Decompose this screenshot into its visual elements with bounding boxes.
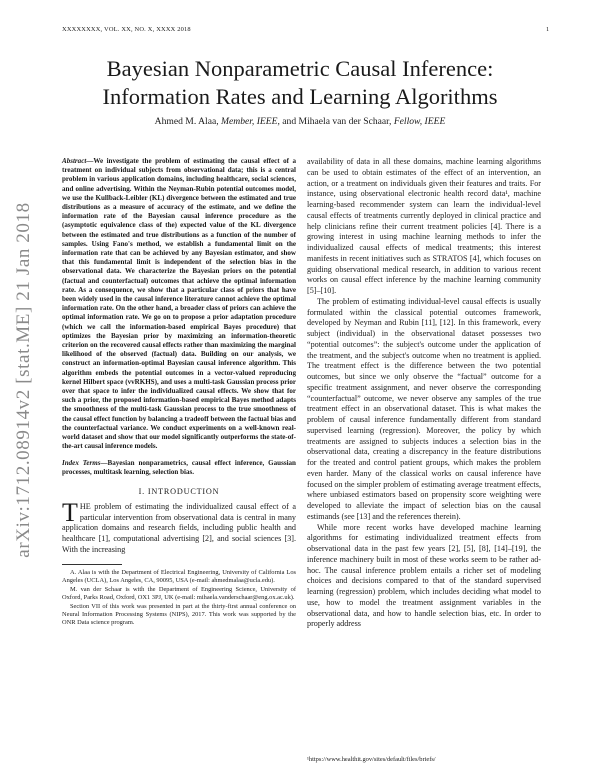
intro-paragraph-right-2: The problem of estimating individual-level causal effects is usually formulated within the classical potential outcomes framework, developed by Neyman and Rubin [11], [12]. In this framework, every subject (individual) in the observational dataset possesses two “potential outcomes”: the subject's outcome under the application of the treatment, and the subject's outcome when no treatment is applied. The treatment effect is the difference between the two potential outcomes, but since we only observe the “factual” outcome for a specific treatment assignment, and never observe the corresponding “counterfactual” outcome, we never observe any samples of the true treatment effect in an observational dataset. This is what makes the problem of causal inference fundamentally different from standard supervised learning (regression). Moreover, the policy by which treatments are assigned to subjects induces a selection bias in the observational data, creating a discrepancy in the feature distributions for the treated and control patient groups, which makes the problem even harder. Many of the classical works on causal inference have focused on the simpler problem of estimating average treatment effects, where unbiased estimators based on propensity score weighting were developed to alleviate the impact of selection bias on the causal estimands (see [13] and the references therein). [307, 296, 541, 521]
author-2-name: and Mihaela van der Schaar, [282, 116, 392, 127]
abstract [62, 157, 296, 452]
left-column [62, 157, 296, 628]
author-1-role: Member, IEEE, [221, 116, 280, 127]
intro-text-left: HE problem of estimating the individualized causal effect of a particular intervention from observational data is central in many application domains and research fields, including public health and healthcare [1], computational advertising [2], and social sciences [3]. With the increasing [62, 501, 296, 554]
intro-paragraph-right-3: While more recent works have developed machine learning algorithms for estimating individualized treatment effects from observational data in the past few years [2], [5], [8], [14]–[19], the inference machinery built in most of these works seem to be rather ad-hoc. The causal inference problem entails a richer set of modeling choices and decisions compared to that of the standard supervised learning (regression) problem, which includes deciding what model to use, how to model the treatment assignment variables in the observational data, and how to handle selection bias, etc. In order to properly address [307, 522, 541, 629]
paper-title: Bayesian Nonparametric Causal Inference: Information Rates and Learning Algorithms [102, 56, 498, 109]
intro-paragraph-right-1: availability of data in all these domains, machine learning algorithms can be used to obtain estimates of the effect of an intervention, an action, or a treatment on individuals given their features and traits. For instance, using observational electronic health record data¹, machine learning-based recommender system can learn the individual-level causal effects of treatments currently deployed in clinical practice and help clinicians refine their current treatment policies [4]. There is a growing interest in using machine learning methods to infer the individualized causal effects of medical treatments; this interest manifests in recent initiatives such as STRATOS [4], which focuses on guiding observational medical research, in addition to various recent works on causal effect inference by the machine learning community [5]–[10]. [307, 157, 541, 295]
index-terms-label: Index Terms [62, 458, 101, 467]
footnote-affiliation-1: A. Alaa is with the Department of Electrical Engineering, University of California Los Angeles (UCLA), Los Angeles, CA, 90095, USA (e-mail: ahmedmalaa@ucla.edu). [62, 568, 296, 584]
abstract-label: Abstract [62, 157, 87, 165]
author-2-role: Fellow, IEEE [393, 116, 446, 127]
footnote-url: ¹https://www.healthit.gov/sites/default/files/briefs/ [307, 756, 436, 763]
author-line [60, 116, 540, 127]
author-1-name: Ahmed M. Alaa, [154, 116, 219, 127]
footnote-presentation: Section VII of this work was presented in part at the thirty-first annual conference on Neural Information Processing Systems (NIPS), 2017. This work was supported by the ONR Data science program. [62, 603, 296, 627]
right-column [307, 157, 541, 630]
drop-cap: T [62, 497, 78, 527]
intro-paragraph-left [62, 497, 296, 556]
arxiv-stamp: arXiv:1712.08914v2 [stat.ME] 21 Jan 2018 [13, 202, 34, 558]
page-number: 1 [546, 26, 550, 33]
footnote-affiliation-2: M. van der Schaar is with the Department of Engineering Science, University of Oxford, Parks Road, Oxford, OX1 3PJ, UK (e-mail: mihaela.vanderschaar@eng.ox.ac.uk). [62, 585, 296, 601]
arxiv-stamp-container [2, 190, 46, 570]
index-terms-text: —Bayesian nonparametrics, causal effect inference, Gaussian processes, multitask learning, selection bias. [62, 458, 296, 476]
section-heading-introduction: I. INTRODUCTION [138, 486, 220, 496]
journal-header: XXXXXXXX, VOL. XX, NO. X, XXXX 2018 [62, 26, 191, 33]
abstract-text: —We investigate the problem of estimating the causal effect of a treatment on individual subjects from observational data; this is a central problem in various application domains, including healthcare, social sciences, and online advertising. Within the Neyman-Rubin potential outcomes model, we use the Kullback-Leibler (KL) divergence between the estimated and true distributions as a measure of accuracy of the estimate, and we define the information rate of the Bayesian causal inference procedure as the (asymptotic equivalence class of the) expected value of the KL divergence between the estimated and true distributions as a function of the number of samples. Using Fano's method, we establish a fundamental limit on the information rate that can be achieved by any Bayesian estimator, and show that this fundamental limit is independent of the selection bias in the observational data. We characterize the Bayesian priors on the potential (factual and counterfactual) outcomes that achieve the optimal information rate. As a consequence, we show that a particular class of priors that have been widely used in the causal inference literature cannot achieve the optimal information rate. On the other hand, a broader class of priors can achieve the optimal information rate. We go on to propose a prior adaptation procedure (which we call the information-based empirical Bayes procedure) that optimizes the Bayesian prior by maximizing an information-theoretic criterion on the recovered causal effects rather than maximizing the marginal likelihood of the observed (factual) data. Building on our analysis, we construct an information-optimal Bayesian causal inference algorithm. This algorithm embeds the potential outcomes in a vector-valued reproducing kernel Hilbert space (vvRKHS), and uses a multi-task Gaussian process prior over that space to infer the individualized causal effects. We show that for such a prior, the proposed information-based empirical Bayes method adapts the smoothness of the multi-task Gaussian process to the true smoothness of the causal effect function by balancing a tradeoff between the factual bias and the counterfactual variance. We conduct experiments on a well-known real-world dataset and show that our model significantly outperforms the state-of-the-art causal inference models. [62, 157, 296, 451]
footnote-divider [62, 564, 122, 565]
index-terms [62, 459, 296, 477]
